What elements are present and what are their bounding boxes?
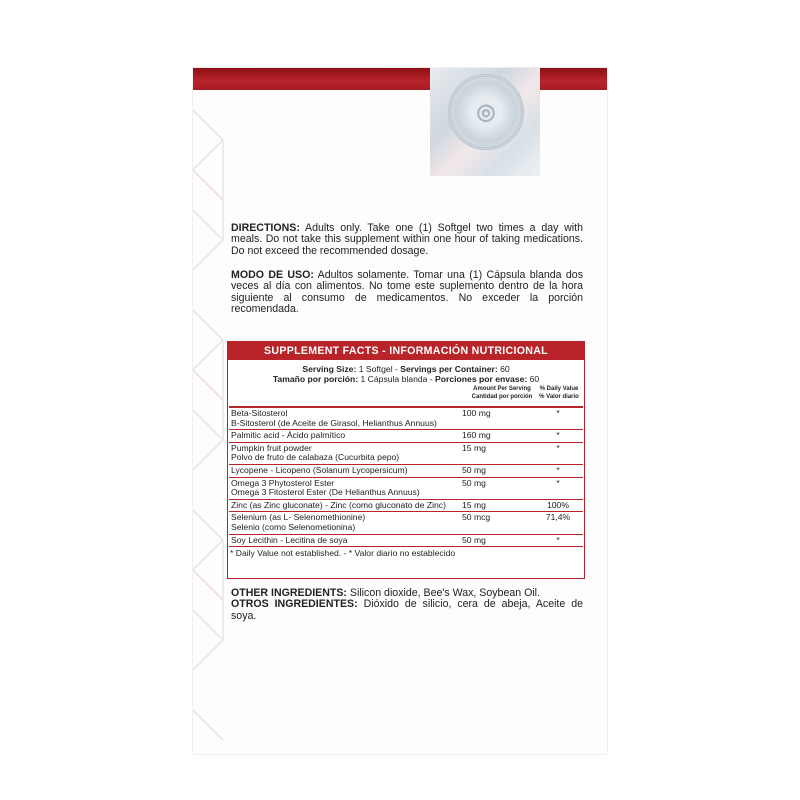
facts-row: Selenium (as L- Selenomethionine) Selenio (como Selenometionina) 50 mcg 71,4% [229,512,583,534]
other-ingredients-label: OTHER INGREDIENTS: [231,587,347,599]
tamano-label: Tamaño por porción: [272,374,359,384]
servings-label: Servings per Container: [400,364,498,374]
supplement-facts-title: SUPPLEMENT FACTS - INFORMACIÓN NUTRICIONAL [228,342,584,360]
facts-row: Palmitic acid - Ácido palmítico 160 mg * [229,430,583,443]
hologram-seal-icon: ◎ [448,74,524,150]
product-box-back-panel [193,68,607,754]
modo-body: Adultos solamente. Tomar una (1) Cápsula blanda dos veces al día con alimentos. No tome este suplemento dentro de la hora siguiente al consumo de medicamentos. No exceder la porción recomendada. [231,269,583,316]
servings-value: 60 [500,364,510,374]
supplement-facts-panel [227,341,585,579]
otros-ingredientes-label: OTROS INGREDIENTES: [231,598,358,611]
otros-ingredientes-body: Dióxido de silicio, cera de abeja, Aceite de soya. [231,598,583,622]
porciones-value: 60 [529,374,540,384]
directions-text [231,223,583,257]
facts-column-header [229,384,583,408]
modo-de-uso-text [231,270,583,316]
facts-row: Pumpkin fruit powder Polvo de fruto de calabaza (Cucurbita pepo) 15 mg * [229,443,583,465]
serving-size-value: 1 Softgel - [358,364,398,374]
serving-size-label: Serving Size: [302,364,357,374]
facts-row: Zinc (as Zinc gluconate) - Zinc (como gluconato de Zinc) 15 mg 100% [229,500,583,513]
daily-value-column-header: % Daily Value % Valor diario [539,386,579,400]
tamano-value: 1 Cápsula blanda - [360,374,433,384]
serving-info [228,364,584,384]
modo-label: MODO DE USO: [231,269,314,281]
hologram-seal-sticker [430,68,540,176]
facts-row: Lycopene - Licopeno (Solanum Lycopersicum) 50 mg * [229,465,583,478]
facts-row: Omega 3 Phytosterol Ester Omega 3 Fitosterol Ester (De Helianthus Annuus) 50 mg * [229,478,583,500]
directions-label: DIRECTIONS: [231,222,300,234]
directions-body: Adults only. Take one (1) Softgel two times a day with meals. Do not take this supplement within one hour of taking medications. Do not exceed the recommended dosage. [231,222,583,257]
daily-value-footnote: * Daily Value not established. - * Valor diario no establecido [230,548,456,559]
facts-row: Soy Lecithin - Lecitina de soya 50 mg * [229,535,583,548]
top-red-band [193,68,607,90]
porciones-label: Porciones por envase: [435,374,528,384]
other-ingredients-text [231,588,583,622]
amount-column-header: Amount Per Serving Cantidad por porción [471,386,533,400]
facts-row: Beta-Sitosterol B-Sitosterol (de Aceite de Girasol, Helianthus Annuus) 100 mg * [229,408,583,430]
other-ingredients-body: Silicon dioxide, Bee's Wax, Soybean Oil. [349,587,540,599]
